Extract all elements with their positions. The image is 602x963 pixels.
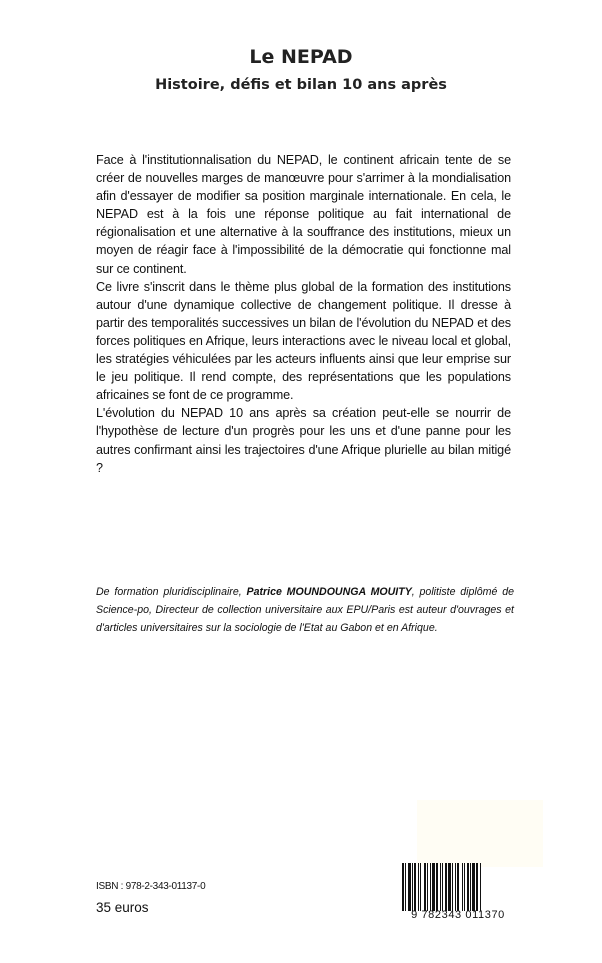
barcode-bar <box>480 863 481 911</box>
barcode-bar <box>440 863 441 911</box>
isbn: ISBN : 978-2-343-01137-0 <box>96 881 206 892</box>
sticker-area <box>417 800 543 867</box>
barcode-bar <box>414 863 416 911</box>
barcode-image <box>402 863 514 911</box>
summary-text <box>96 151 511 477</box>
book-title: Le NEPAD <box>249 46 353 68</box>
barcode-bar <box>427 863 428 911</box>
barcode-bar <box>445 863 447 911</box>
bio-rest: , politiste diplômé de Science-po, Directeur de collection universitaire aux EPU/Paris est auteur d'ouvrages et d'articles universitaires sur la sociologie de l'Etat au Gabon et en Afrique. <box>96 586 515 634</box>
barcode-bar <box>470 863 471 911</box>
barcode-bar <box>408 863 411 911</box>
barcode-bar <box>462 863 463 911</box>
barcode-digits: 9 782343 011370 <box>411 909 505 921</box>
barcode-bar <box>418 863 419 911</box>
barcode-bar <box>436 863 438 911</box>
barcode-bar <box>455 863 456 911</box>
author-bio <box>96 583 514 637</box>
barcode-bar <box>402 863 404 911</box>
barcode-bar <box>448 863 451 911</box>
barcode-bar <box>457 863 459 911</box>
barcode-bar <box>476 863 478 911</box>
barcode-bar <box>430 863 431 911</box>
barcode-bar <box>424 863 426 911</box>
barcode-bar <box>452 863 453 911</box>
book-subtitle: Histoire, défis et bilan 10 ans après <box>155 77 447 93</box>
bio-intro: De formation pluridisciplinaire, <box>96 586 247 598</box>
summary-paragraph: Ce livre s'inscrit dans le thème plus global de la formation des institutions autour d'une dynamique collective de changement politique. Il dresse à partir des temporalités successives un bilan de l'évolution du NEPAD et des forces politiques en Afrique, leurs interactions avec le niveau local et global, les stratégies véhiculées par les acteurs influents ainsi que leur emprise sur le jeu politique. Il rend compte, des représentations que les populations africaines se font de ce programme. <box>96 279 511 403</box>
barcode-bar <box>405 863 406 911</box>
price: 35 euros <box>96 900 149 915</box>
barcode-bar <box>420 863 421 911</box>
author-name: Patrice MOUNDOUNGA MOUITY <box>246 586 412 598</box>
barcode-bar <box>432 863 435 911</box>
barcode-bar <box>467 863 469 911</box>
barcode-bar <box>442 863 443 911</box>
summary-paragraph: L'évolution du NEPAD 10 ans après sa création peut-elle se nourrir de l'hypothèse de lecture d'un progrès pour les uns et d'une panne pour les autres confirmant ainsi les trajectoires d'une Afrique plurielle au bilan mitigé ? <box>96 406 511 475</box>
barcode-bar <box>412 863 413 911</box>
barcode-bar <box>472 863 475 911</box>
summary-paragraph: Face à l'institutionnalisation du NEPAD, le continent africain tente de se créer de nouvelles marges de manœuvre pour s'arrimer à la mondialisation afin d'essayer de modifier sa position marginale internationale. En cela, le NEPAD est à la fois une réponse politique au fait international de régionalisation et une alternative à la souffrance des institutions, mieux un moyen de réagir face à l'impossibilité de la démocratie qui fonctionne mal sur ce continent. <box>96 153 511 276</box>
barcode-bar <box>464 863 465 911</box>
